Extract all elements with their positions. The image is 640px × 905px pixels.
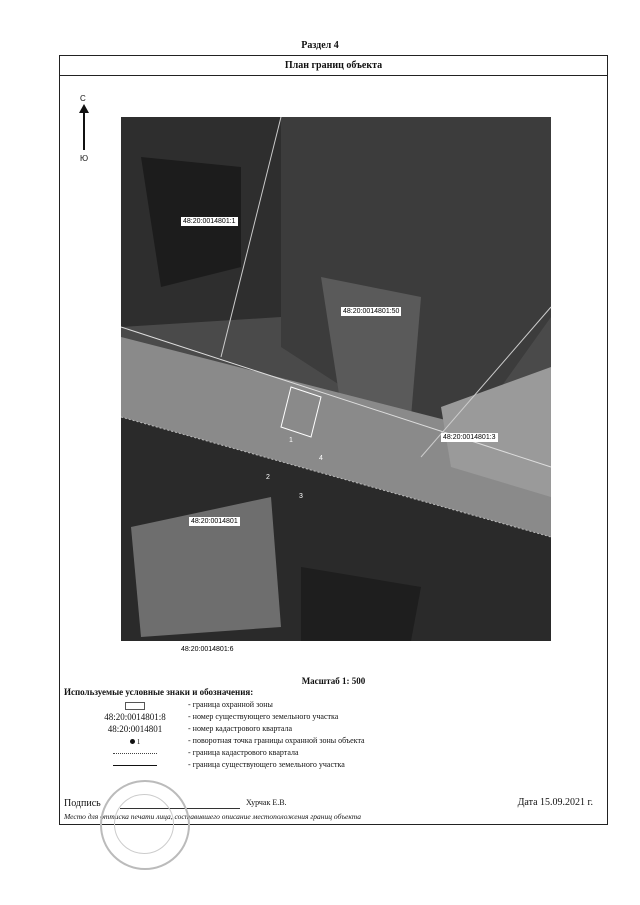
turning-point-label: 1 <box>289 437 293 444</box>
plan-title: План границ объекта <box>60 56 607 76</box>
legend-desc: - номер существующего земельного участка <box>188 712 339 721</box>
legend-symbol: 1 <box>136 738 141 746</box>
plan-frame <box>59 55 608 825</box>
compass-icon <box>78 94 90 164</box>
seal-stamp <box>100 780 190 870</box>
legend-desc: - граница существующего земельного участка <box>188 760 345 769</box>
parcel-label: 48:20:0014801:3 <box>443 434 496 441</box>
map-imagery <box>121 117 551 641</box>
legend-symbol: 48:20:0014801 <box>107 724 163 734</box>
protection-zone-symbol <box>125 702 145 710</box>
document-date: Дата 15.09.2021 г. <box>517 797 593 808</box>
signer-name: Хурчак Е.В. <box>246 798 287 807</box>
parcel-border-symbol <box>113 765 157 766</box>
legend-row <box>60 711 607 723</box>
section-heading: Раздел 4 <box>301 40 339 51</box>
legend-desc: - граница кадастрового квартала <box>188 748 299 757</box>
quarter-border-symbol <box>113 753 157 754</box>
legend-title: Используемые условные знаки и обозначения: <box>64 687 254 697</box>
parcel-label: 48:20:0014801:50 <box>343 308 400 315</box>
turning-point-label: 4 <box>319 455 323 462</box>
legend <box>60 699 607 771</box>
legend-row <box>60 747 607 759</box>
legend-row <box>60 759 607 771</box>
turning-point-label: 3 <box>299 493 303 500</box>
legend-desc: - граница охранной зоны <box>188 700 273 709</box>
compass-south: Ю <box>80 154 89 163</box>
legend-row <box>60 723 607 735</box>
legend-symbol: 48:20:0014801:8 <box>104 712 166 722</box>
compass-north: С <box>80 94 86 103</box>
legend-desc: - номер кадастрового квартала <box>188 724 293 733</box>
signature-label: Подпись <box>64 798 101 809</box>
legend-desc: - поворотная точка границы охранной зоны объекта <box>188 736 365 745</box>
quarter-label: 48:20:0014801 <box>191 518 238 525</box>
legend-row <box>60 699 607 711</box>
parcel-label: 48:20:0014801:1 <box>183 218 236 225</box>
turning-point-icon <box>130 739 135 744</box>
turning-point-label: 2 <box>266 474 270 481</box>
map-scale: Масштаб 1: 500 <box>301 676 366 686</box>
stamp-note: Место для оттиска печати лица, составившего описание местоположения границ объекта <box>64 812 362 821</box>
legend-row <box>60 735 607 747</box>
parcel-label: 48:20:0014801:6 <box>181 646 234 653</box>
aerial-map <box>121 117 551 653</box>
